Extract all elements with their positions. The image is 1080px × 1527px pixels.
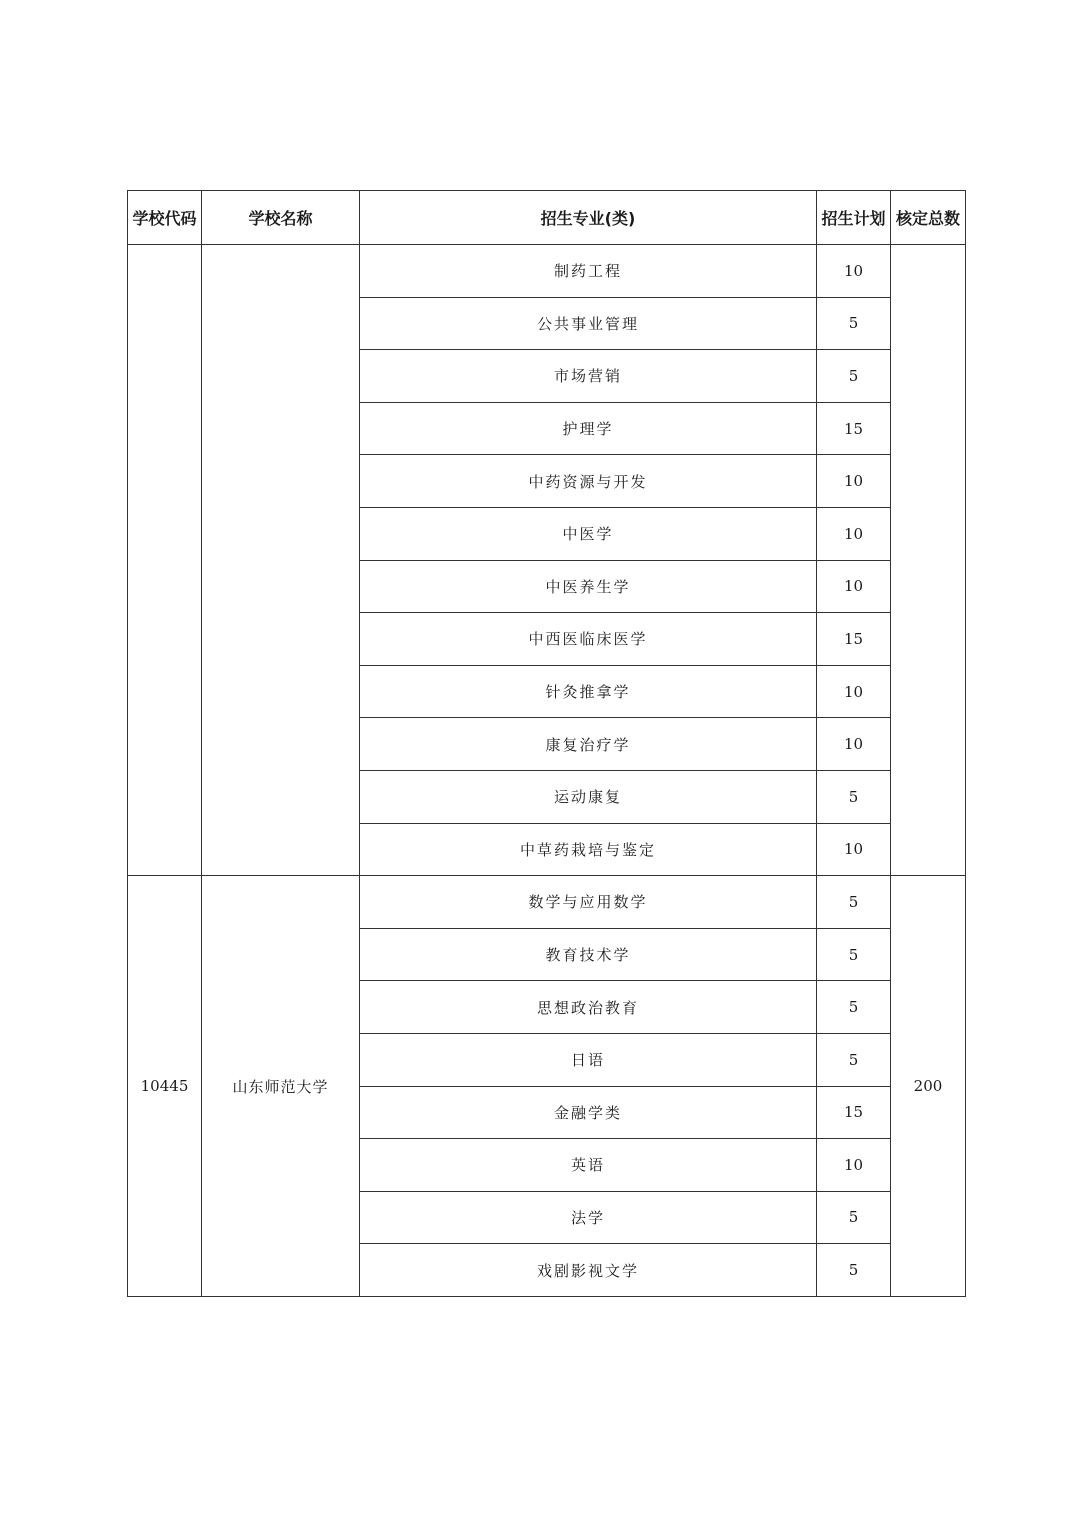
plan-cell: 5 xyxy=(817,981,891,1034)
major-cell: 制药工程 xyxy=(360,245,817,298)
plan-cell: 5 xyxy=(817,770,891,823)
major-cell: 思想政治教育 xyxy=(360,981,817,1034)
major-cell: 中药资源与开发 xyxy=(360,455,817,508)
plan-cell: 10 xyxy=(817,718,891,771)
major-cell: 中草药栽培与鉴定 xyxy=(360,823,817,876)
school-code-cell xyxy=(128,245,202,876)
plan-cell: 10 xyxy=(817,507,891,560)
table-row xyxy=(128,245,966,298)
major-cell: 数学与应用数学 xyxy=(360,876,817,929)
major-cell: 英语 xyxy=(360,1139,817,1192)
header-row xyxy=(128,191,966,245)
plan-cell: 10 xyxy=(817,560,891,613)
plan-cell: 10 xyxy=(817,455,891,508)
major-cell: 针灸推拿学 xyxy=(360,665,817,718)
school-name-cell: 山东师范大学 xyxy=(202,876,360,1297)
major-cell: 教育技术学 xyxy=(360,928,817,981)
header-school-code: 学校代码 xyxy=(128,191,202,245)
plan-cell: 5 xyxy=(817,1244,891,1297)
enrollment-table xyxy=(127,190,966,1297)
major-cell: 运动康复 xyxy=(360,770,817,823)
plan-cell: 15 xyxy=(817,613,891,666)
plan-cell: 10 xyxy=(817,1139,891,1192)
total-cell: 200 xyxy=(891,876,966,1297)
plan-cell: 5 xyxy=(817,876,891,929)
major-cell: 金融学类 xyxy=(360,1086,817,1139)
enrollment-table-container xyxy=(127,190,966,1297)
plan-cell: 10 xyxy=(817,665,891,718)
plan-cell: 15 xyxy=(817,402,891,455)
header-total: 核定总数 xyxy=(891,191,966,245)
header-plan: 招生计划 xyxy=(817,191,891,245)
major-cell: 法学 xyxy=(360,1191,817,1244)
table-body xyxy=(128,245,966,1297)
plan-cell: 15 xyxy=(817,1086,891,1139)
plan-cell: 5 xyxy=(817,928,891,981)
plan-cell: 5 xyxy=(817,297,891,350)
table-row xyxy=(128,876,966,929)
school-name-cell xyxy=(202,245,360,876)
plan-cell: 10 xyxy=(817,823,891,876)
plan-cell: 5 xyxy=(817,1191,891,1244)
major-cell: 中医学 xyxy=(360,507,817,560)
plan-cell: 10 xyxy=(817,245,891,298)
plan-cell: 5 xyxy=(817,1033,891,1086)
major-cell: 公共事业管理 xyxy=(360,297,817,350)
major-cell: 中西医临床医学 xyxy=(360,613,817,666)
major-cell: 戏剧影视文学 xyxy=(360,1244,817,1297)
total-cell xyxy=(891,245,966,876)
major-cell: 护理学 xyxy=(360,402,817,455)
school-code-cell: 10445 xyxy=(128,876,202,1297)
major-cell: 日语 xyxy=(360,1033,817,1086)
major-cell: 市场营销 xyxy=(360,350,817,403)
header-major: 招生专业(类) xyxy=(360,191,817,245)
major-cell: 中医养生学 xyxy=(360,560,817,613)
header-school-name: 学校名称 xyxy=(202,191,360,245)
major-cell: 康复治疗学 xyxy=(360,718,817,771)
plan-cell: 5 xyxy=(817,350,891,403)
